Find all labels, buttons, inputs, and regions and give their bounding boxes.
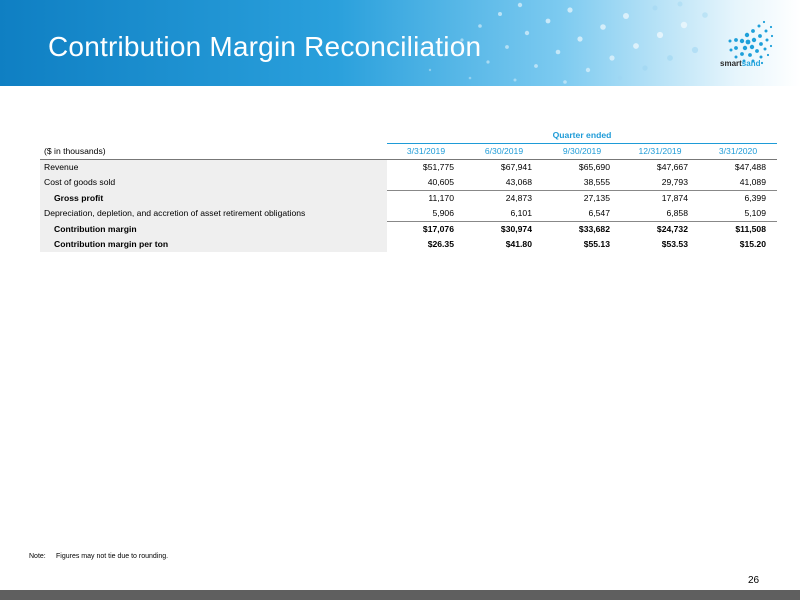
table-cell: $65,690 xyxy=(578,162,610,172)
table-cell: $33,682 xyxy=(543,222,621,238)
table-cell: $47,488 xyxy=(734,162,766,172)
table-cell: $55.13 xyxy=(583,239,610,249)
table-cell: 41,089 xyxy=(739,177,766,187)
table-header-row xyxy=(40,144,777,160)
table-row-cost-of-goods-sold xyxy=(40,175,777,191)
table-cell: $15.20 xyxy=(739,239,766,249)
footer-bar xyxy=(0,590,800,600)
table-row-depreciation xyxy=(40,206,777,222)
table-cell: $51,775 xyxy=(422,162,454,172)
table-cell: 5,109 xyxy=(744,208,766,218)
table-cell: 6,858 xyxy=(666,208,688,218)
table-cell: $26.35 xyxy=(427,239,454,249)
page-title: Contribution Margin Reconciliation xyxy=(48,31,482,62)
table-cell: 38,555 xyxy=(583,177,610,187)
table-cell: 5,906 xyxy=(432,208,454,218)
period-header: 3/31/2019 xyxy=(387,144,465,160)
table-row-contribution-margin xyxy=(40,222,777,238)
logo-wordmark-part2: sand xyxy=(741,59,761,68)
table-cell: 17,874 xyxy=(621,191,699,207)
table-cell: $53.53 xyxy=(661,239,688,249)
footnote-label: Note: xyxy=(29,553,46,560)
table-cell: $67,941 xyxy=(500,162,532,172)
row-label: Depreciation, depletion, and accretion of asset retirement obligations xyxy=(40,206,387,222)
table-cell: 11,170 xyxy=(387,191,465,207)
table-cell: $11,508 xyxy=(699,222,777,238)
table-row-contribution-margin-per-ton xyxy=(40,237,777,252)
table-cell: 43,068 xyxy=(505,177,532,187)
logo-wordmark xyxy=(720,59,760,68)
table-group-header-row xyxy=(40,127,777,144)
period-header: 9/30/2019 xyxy=(543,144,621,160)
table-cell: 6,101 xyxy=(510,208,532,218)
period-header: 6/30/2019 xyxy=(465,144,543,160)
table-cell: $30,974 xyxy=(465,222,543,238)
row-label: Gross profit xyxy=(40,191,387,207)
table-cell: 24,873 xyxy=(465,191,543,207)
slide-header xyxy=(0,0,800,86)
table-cell: 27,135 xyxy=(543,191,621,207)
period-header: 3/31/2020 xyxy=(699,144,777,160)
table-cell: $24,732 xyxy=(621,222,699,238)
row-label: Cost of goods sold xyxy=(40,175,387,191)
unit-label: ($ in thousands) xyxy=(40,144,387,160)
table-cell: 6,399 xyxy=(699,191,777,207)
table-row-gross-profit xyxy=(40,191,777,207)
table-cell: $47,667 xyxy=(656,162,688,172)
footnote xyxy=(29,553,168,560)
table-cell: 40,605 xyxy=(427,177,454,187)
table-row-revenue xyxy=(40,160,777,176)
row-label: Revenue xyxy=(40,160,387,176)
logo-wordmark-part1: smart xyxy=(720,59,742,68)
row-label: Contribution margin per ton xyxy=(40,237,387,252)
quarter-ended-header: Quarter ended xyxy=(387,127,777,144)
contribution-margin-table xyxy=(40,127,777,252)
table-cell: 29,793 xyxy=(661,177,688,187)
table-cell: 6,547 xyxy=(588,208,610,218)
period-header: 12/31/2019 xyxy=(621,144,699,160)
page-number: 26 xyxy=(748,575,760,586)
row-label: Contribution margin xyxy=(40,222,387,238)
footnote-text: Figures may not tie due to rounding. xyxy=(56,553,169,560)
table-cell: $41.80 xyxy=(505,239,532,249)
table-cell: $17,076 xyxy=(387,222,465,238)
